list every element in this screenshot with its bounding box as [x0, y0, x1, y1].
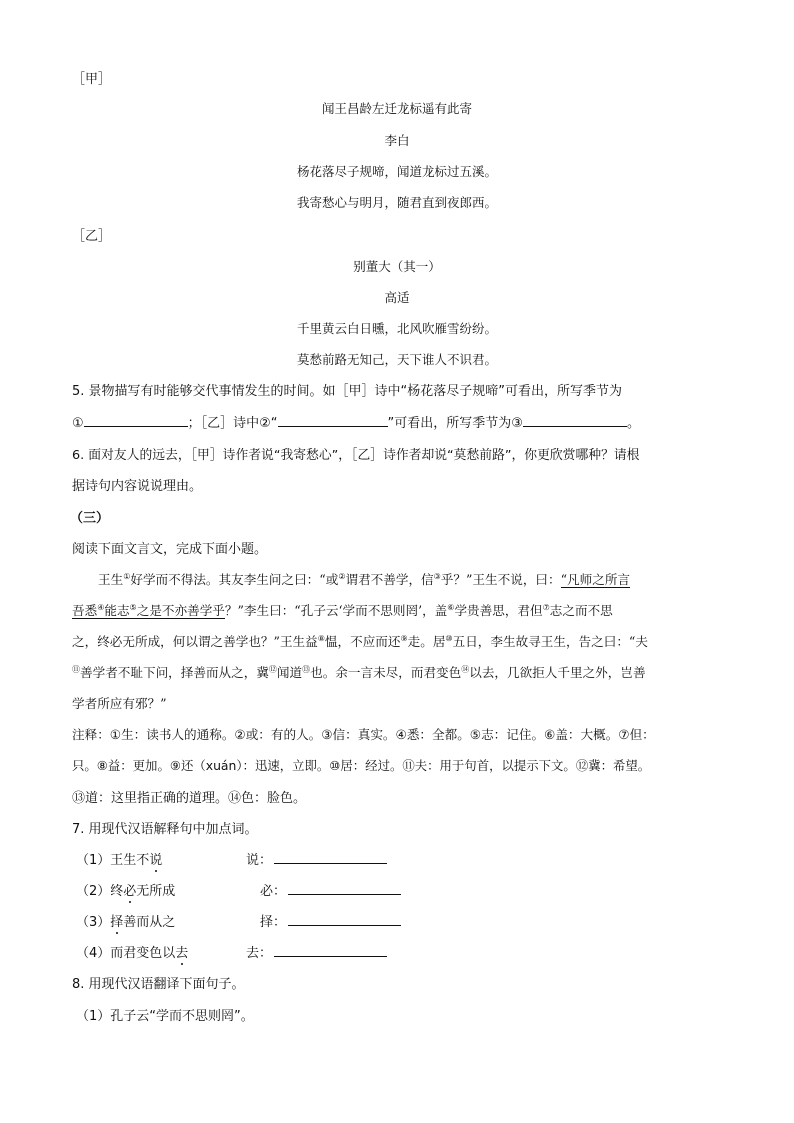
passage-line-2 [72, 600, 613, 619]
q7-answer-blank-4[interactable] [274, 955, 387, 957]
passage-line-1 [98, 569, 630, 588]
passage-text: 学贵善思，君但 [454, 603, 543, 618]
q7-item-4-word: 去： [246, 946, 273, 961]
footnote-marker: ⑩ [445, 633, 453, 643]
question-6-line-1: 6. 面对友人的远去，［甲］诗作者说“我寄愁心”，［乙］诗作者却说“莫愁前路”，你更欣赏哪种？请根 [72, 448, 640, 463]
passage-text: 能志 [104, 603, 130, 618]
q7-item-4 [76, 942, 188, 961]
q7-item-2 [76, 880, 175, 899]
q7-item-text: （2）终 [76, 884, 124, 899]
footnote-marker: ⑦ [542, 602, 550, 612]
q5-end: 。 [626, 416, 640, 431]
q7-answer-blank-2[interactable] [288, 893, 401, 895]
passage-text: 也。余一言未尽，而君变色 [310, 665, 462, 680]
passage-text: ？”李生曰：“孔子云‘学而不思则罔’，盖 [224, 603, 448, 618]
passage-text: 王生 [98, 572, 124, 587]
q7-item-2-word: 必： [260, 884, 287, 899]
footnote-marker: ⑪ [72, 664, 80, 674]
q5-answer-blank-3[interactable] [523, 414, 627, 427]
question-8-item-1: （1）孔子云“学而不思则罔”。 [76, 1009, 254, 1024]
q7-item-1 [76, 849, 162, 868]
q7-answer-blank-3[interactable] [288, 924, 401, 926]
poem-a-title: 闻王昌龄左迁龙标遥有此寄 [321, 101, 472, 116]
dotted-word: 择 [110, 911, 123, 930]
footnote-marker: ⑧ [317, 633, 325, 643]
question-8-title: 8. 用现代汉语翻译下面句子。 [72, 977, 245, 992]
poem-a-line-1: 杨花落尽子规啼，闻道龙标过五溪。 [296, 164, 497, 179]
poem-b-author: 高适 [384, 290, 410, 305]
notes-line-2: 只。⑧益：更加。⑨还（xuán）：迅速，立即。⑩居：经过。⑪夫：用于句首，以提示下文。⑫冀：希望。 [72, 758, 651, 773]
footnote-marker: ⑬ [302, 664, 311, 674]
passage-text: 之是不亦善学乎 [136, 603, 225, 618]
q7-item-3-word: 择： [260, 915, 287, 930]
dotted-word: 必 [123, 880, 136, 899]
footnote-marker: ② [338, 571, 346, 581]
poem-b-line-2: 莫愁前路无知己，天下谁人不识君。 [296, 352, 497, 367]
passage-text: 走。居 [407, 634, 446, 649]
notes-line-3: ⑬道：这里指正确的道理。⑭色：脸色。 [72, 791, 307, 806]
poem-a-author: 李白 [384, 133, 410, 148]
footnote-marker: ① [123, 571, 131, 581]
q5-separator-1: ；［乙］诗中②“ [187, 416, 278, 431]
poem-b-line-1: 千里黄云白日曛，北风吹雁雪纷纷。 [296, 321, 497, 336]
passage-text: 以去，几欲拒人千里之外，岂善 [469, 665, 646, 680]
footnote-marker: ④ [97, 602, 105, 612]
passage-text: 吾悉 [72, 603, 98, 618]
question-6-line-2: 据诗句内容说说理由。 [72, 479, 203, 494]
passage-text: 之，终必无所成，何以谓之善学也？”王生益 [72, 634, 318, 649]
dotted-word: 说 [149, 849, 162, 868]
passage-text: 闻道 [276, 665, 303, 680]
passage-line-4 [72, 662, 646, 681]
passage-text: 志之而不思 [549, 603, 613, 618]
footnote-marker: ⑤ [129, 602, 137, 612]
q5-answer-blank-1[interactable] [84, 414, 188, 427]
q5-answer-blank-2[interactable] [278, 414, 388, 427]
question-7-title: 7. 用现代汉语解释句中加点词。 [72, 822, 258, 837]
q7-item-text: （3） [76, 915, 111, 930]
section-3-intro: 阅读下面文言文，完成下面小题。 [72, 542, 268, 557]
q5-mark-1: ① [72, 416, 84, 431]
passage-text: 善学者不耻下问，择善而从之，冀 [80, 665, 269, 680]
q7-item-text: （1）王生不 [76, 853, 150, 868]
dotted-word: 去 [175, 942, 188, 961]
q5-separator-2: ”可看出，所写季节为③ [387, 416, 523, 431]
poem-a-line-2: 我寄愁心与明月，随君直到夜郎西。 [296, 195, 497, 210]
footnote-marker: ⑫ [268, 664, 277, 674]
poem-a-marker: ［甲］ [72, 72, 112, 87]
q7-item-3 [76, 911, 175, 930]
q7-answer-blank-1[interactable] [274, 862, 387, 864]
notes-line-1: 注释：①生：读书人的通称。②或：有的人。③信：真实。④悉：全都。⑤志：记住。⑥盖：大概。⑦但： [72, 727, 655, 742]
poem-b-marker: ［乙］ [72, 229, 112, 244]
question-5-line-1: 5. 景物描写有时能够交代事情发生的时间。如［甲］诗中“杨花落尽子规啼”可看出，所写季节为 [72, 384, 623, 399]
q7-item-1-word: 说： [246, 853, 273, 868]
question-5-line-2 [72, 412, 640, 431]
passage-line-3 [72, 631, 648, 650]
q7-item-text: 善而从之 [123, 915, 176, 930]
section-3-title: （三） [70, 511, 110, 526]
passage-text: 好学而不得法。其友李生问之曰：“或 [130, 572, 339, 587]
underlined-sentence [72, 603, 225, 619]
footnote-marker: ⑨ [400, 633, 408, 643]
passage-text: 五日，李生故寻王生，告之曰：“夫 [452, 634, 648, 649]
passage-text: 乎？”王生不说，曰： [440, 572, 561, 587]
passage-text: 谓君不善学，信 [345, 572, 434, 587]
passage-text: 愠，不应而还 [324, 634, 401, 649]
poem-b-title: 别董大（其一） [353, 259, 441, 274]
underlined-sentence: “凡师之所言 [560, 572, 631, 587]
passage-line-5: 学者所应有邪？” [72, 696, 167, 711]
footnote-marker: ③ [433, 571, 441, 581]
q7-item-text: 无所成 [136, 884, 176, 899]
q7-item-text: （4）而君变色以 [76, 946, 176, 961]
footnote-marker: ⑥ [447, 602, 455, 612]
footnote-marker: ⑭ [461, 664, 470, 674]
